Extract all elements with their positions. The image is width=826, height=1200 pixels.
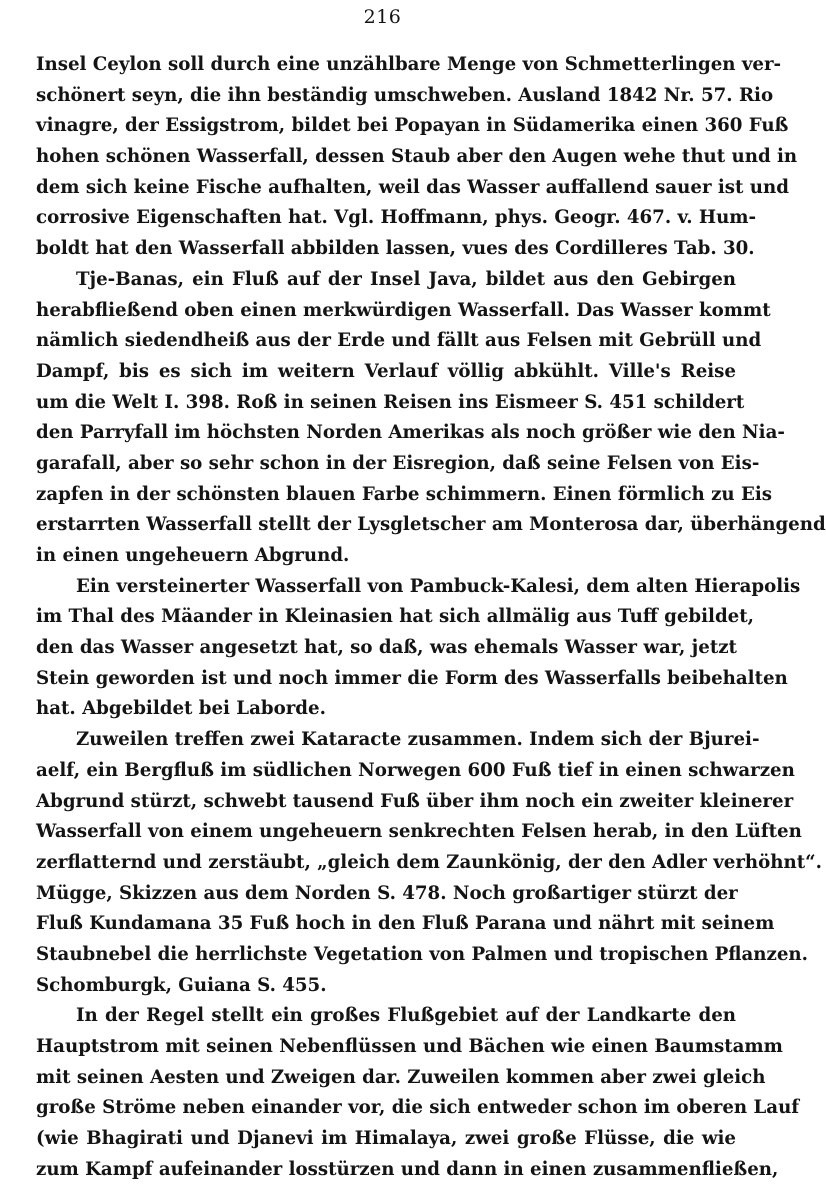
text-line: corrosive Eigenschaften hat. Vgl. Hoffmann, phys. Geogr. 467. v. Hum-: [36, 207, 757, 229]
text-line: In der Regel stellt ein großes Flußgebiet auf der Landkarte den: [76, 1005, 736, 1027]
text-line: Abgrund stürzt, schwebt tausend Fuß über ihm noch ein zweiter kleinerer: [36, 790, 794, 812]
text-line: Schomburgk, Guiana S. 455.: [36, 974, 327, 996]
text-line: (wie Bhagirati und Djanevi im Himalaya, zwei große Flüsse, die wie: [36, 1128, 736, 1150]
paragraph: [36, 572, 801, 725]
text-line: zum Kampf aufeinander losstürzen und dann in einen zusammenfließen,: [36, 1158, 779, 1180]
text-line: garafall, aber so sehr schon in der Eisregion, daß seine Felsen von Eis-: [36, 452, 760, 474]
text-line: zapfen in der schönsten blauen Farbe schimmern. Einen förmlich zu Eis: [36, 483, 772, 505]
text-line: zerflatternd und zerstäubt, „gleich dem Zaunkönig, der den Adler verhöhnt“.: [36, 851, 822, 873]
text-line: nämlich siedendheiß aus der Erde und fällt aus Felsen mit Gebrüll und: [36, 330, 762, 352]
text-line: Fluß Kundamana 35 Fuß hoch in den Fluß Parana und nährt mit seinem: [36, 913, 775, 935]
page-body: [36, 50, 826, 1185]
text-line: hohen schönen Wasserfall, dessen Staub aber den Augen wehe thut und in: [36, 146, 798, 168]
text-line: boldt hat den Wasserfall abbilden lassen, vues des Cordilleres Tab. 30.: [36, 238, 755, 260]
text-line: Mügge, Skizzen aus dem Norden S. 478. Noch großartiger stürzt der: [36, 882, 738, 904]
text-line: hat. Abgebildet bei Laborde.: [36, 698, 326, 720]
text-line: dem sich keine Fische aufhalten, weil das Wasser auffallend sauer ist und: [36, 176, 789, 198]
text-line: Stein geworden ist und noch immer die Form des Wasserfalls beibehalten: [36, 667, 788, 689]
paragraph: [36, 1001, 800, 1185]
page-number: 216: [363, 6, 402, 28]
text-line: den das Wasser angesetzt hat, so daß, was ehemals Wasser war, jetzt: [36, 637, 737, 659]
paragraph: [36, 50, 798, 265]
paragraph: [36, 725, 822, 1001]
text-line: Ein versteinerter Wasserfall von Pambuck-Kalesi, dem alten Hierapolis: [76, 575, 801, 597]
text-line: Tje-Banas, ein Fluß auf der Insel Java, bildet aus den Gebirgen: [76, 268, 736, 290]
text-line: mit seinen Aesten und Zweigen dar. Zuweilen kommen aber zwei gleich: [36, 1066, 766, 1088]
paragraph: [36, 265, 826, 572]
text-line: Hauptstrom mit seinen Nebenflüssen und Bächen wie einen Baumstamm: [36, 1036, 783, 1057]
text-line: Insel Ceylon soll durch eine unzählbare Menge von Schmetterlingen ver-: [36, 54, 782, 75]
text-line: Zuweilen treffen zwei Kataracte zusammen. Indem sich der Bjurei-: [76, 729, 760, 751]
text-line: um die Welt I. 398. Roß in seinen Reisen ins Eismeer S. 451 schildert: [36, 391, 745, 413]
text-line: herabfließend oben einen merkwürdigen Wasserfall. Das Wasser kommt: [36, 299, 771, 321]
text-line: große Ströme neben einander vor, die sich entweder schon im oberen Lauf: [36, 1097, 800, 1119]
text-line: Wasserfall von einem ungeheuern senkrechten Felsen herab, in den Lüften: [36, 821, 802, 843]
text-line: schönert seyn, die ihn beständig umschweben. Ausland 1842 Nr. 57. Rio: [36, 84, 774, 106]
text-line: den Parryfall im höchsten Norden Amerikas als noch größer wie den Nia-: [36, 422, 785, 444]
text-line: vinagre, der Essigstrom, bildet bei Popayan in Südamerika einen 360 Fuß: [36, 115, 789, 137]
text-line: erstarrten Wasserfall stellt der Lysgletscher am Monterosa dar, überhängend: [36, 514, 826, 536]
text-line: aelf, ein Bergfluß im südlichen Norwegen 600 Fuß tief in einen schwarzen: [36, 759, 795, 781]
text-line: im Thal des Mäander in Kleinasien hat sich allmälig aus Tuff gebildet,: [36, 606, 754, 628]
text-line: Staubnebel die herrlichste Vegetation von Palmen und tropischen Pflanzen.: [36, 943, 808, 965]
text-line: in einen ungeheuern Abgrund.: [36, 545, 350, 566]
text-line: Dampf, bis es sich im weitern Verlauf völlig abkühlt. Ville's Reise: [36, 360, 736, 382]
